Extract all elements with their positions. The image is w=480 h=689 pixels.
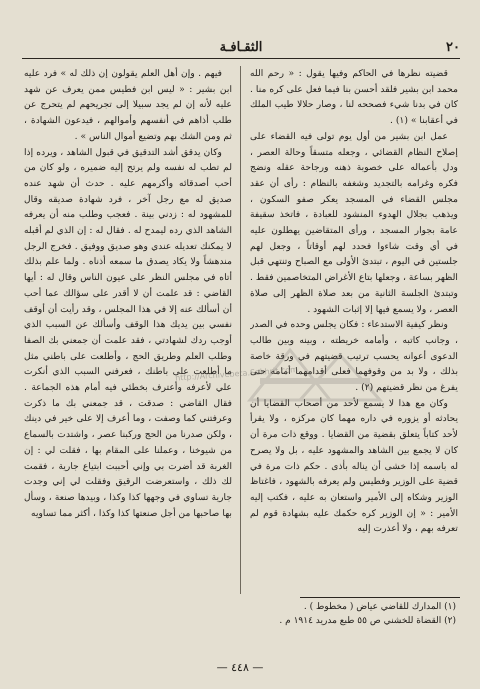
paragraph: ونظر كيفية الاستدعاء : فكان يجلس وحده في الصدر ، وجانب كاتبه ، وأمامه خريطته ، وبينه وبين طالب الدعوى أعوانه يحسب ترتيب قضيتهم في ورقة خاصة بذلك ، ولا بد من وقوفهما فعلى أقدامهما أمامه حتى يفرغ من نظر قضيتهم (٢) . [250, 319, 458, 394]
page-header [22, 38, 460, 56]
header-page-number: ٢٠ [446, 39, 460, 55]
footnotes [190, 600, 456, 628]
paragraph: قضيته نظرها في الحاكم وفيها يقول : « رحم الله محمد ابن بشير فلقد أحسن بنا فيما فعل على كره منا . كان في بدنا شيء فصححه لنا ، وصار حلالا طيب الملك في أعقابنا » (١) . [250, 68, 458, 127]
left-column [24, 66, 232, 594]
footnote: (٢) القضاة للخشني ص ٥٥ طبع مدريد ١٩١٤ م . [279, 616, 456, 626]
running-title: الثقـافـة [219, 39, 263, 55]
paragraph: عمل ابن بشير من أول يوم تولى فيه القضاء على إصلاح النظام القضائي ، وجعله متسقاً وحالة العصر ، ودل بأعماله على خصوبة ذهنه ورجاحة عقله ونضج فكره وغرامه بالتجديد وشغفه بالنظام : رأى أن عقد مجلس القضاء في المسجد يعكر صفو السكون ، ويذهب بجلال الهدوء المنشود للعبادة ، فاتخذ سقيفة عامة بجوار المسجد ، ورأى المتقاضين يهطلون عليه في أي وقت شاءوا فحدد لهم أوقاتاً ، وجعل لهم جلستين في اليوم ، تبتدئ الأولى مع الصباح وتنتهي قبل الظهر بساعة ، وجعلها بتاع الأغراض المتخاصمين فقط . وتبتدئ الجلسة الثانية من بعد صلاة الظهر إلى صلاة العصر ، ولا يسمع فيها إلا إثبات الشهود . [250, 130, 458, 315]
footer-page-number: — ٤٤٨ — [216, 661, 264, 674]
footnote-rule [300, 597, 460, 598]
footnote: (١) المدارك للقاضي عياض ( مخطوط ) . [303, 602, 456, 612]
watermark-url: http://Archivebeta.Sakhrit.com [174, 365, 299, 383]
paragraph: وكان يدقق أشد التدقيق في قبول الشاهد ، ويرده إذا لم تطب له نفسه ولم يرتح إليه ضميره ، ولو كان من أحب أصدقائه وأكرمهم عليه . حدث أن شهد عنده صديق له مع رجل آخر ، فرد شهادة صديقه وقال للمشهود له : زدني بينة . فعجب وطلب منه أن يعرفه الشاهد الذي رده ليمدح له . فقال له : إن الذي لم أقبله لا يمكنك تعديله عندي وهو صديق ووفيق . فخرج الرجل مندهشاً ولا يكاد يصدق ما سمعه أذناه . ولما علم بذلك أتاه في مجلس النظر على عيون الناس وقال له : أيها القاضي : قد علمت أن لا أقدر على سؤالك عما أحب أن أسألك عنه إلا في هذا المجلس ، وقد رأيت أن أوقف نفسي بين يديك هذا الوقف وأسألك عن السبب الذي أوجب ردك لشهادتي ، فقد علمت أن جمعني بك الصفا وطلب العلم وطريق الحج ، وأطلعت على باطني مثل ما أطلعت على باطنك ، فعرفني السبب الذي أنكرت علي لأعرفه وأعترف بخطئي فيه أمام هذه الجماعة . فقال القاضي : صدقت ، قد جمعني بك ما ذكرت وعرفتني كما وصفت ، وما أعرف إلا على خير في دينك ، ولكن صدرنا من الحج وركبنا عصر ، واشتدت بالسماع من شيوخنا ، وعملنا على المقام بها ، فقلت لي : إن الغربة قد أضرت بي وإني أحببت ابتياع جارية ، فقمت لك ذلك ، واستعرضت الرقيق وفقلت لي إني وجدت جارية تساوي في وجهها كذا وكذا ، وبيدها صنعة ، وسأل بها صاحبها من أجل صنعتها كذا وكذا ، أكثر مما تساويه [24, 146, 232, 519]
paragraph: فيهم . وإن أهل العلم يقولون إن ذلك له » فرد عليه ابن بشير : « ليس ابن فطيس ممن يعرف عن شهد عليه لأنه إن لم يجد سبيلا إلى تجريحهم لم يتحرج عن طلب أذاهم في أنفسهم وأموالهم ، فيدعون الشهادة ، ثم ومن الشك بهم وتضيع أموال الناس » . [24, 68, 232, 142]
paragraph: وكان مع هذا لا يسمع لأحد من أصحاب القضايا أن يحادثه أو يزوره في داره مهما كان مركزه ، ولا يقرأ لأحد كتاباً يتعلق بقضية من القضايا . ووقع ذات مرة أن كان لا يجمع بين الشاهد والمشهود عليه ، بل ولا يصرح له باسمه إذا خشى أن يناله بأذى . حكم ذات مرة في قضية على الوزير وفطيس ولم يعرفه بالشهود ، فاغتاظ الوزير وشكاه إلى الأمير واستعان به عليه ، فكتب إليه الأمير : « إن الوزير كره حكمك عليه بشهادة قوم لم تعرفه بهم ، ولا أعذرت إليه [250, 397, 458, 535]
header-rule [22, 58, 460, 59]
